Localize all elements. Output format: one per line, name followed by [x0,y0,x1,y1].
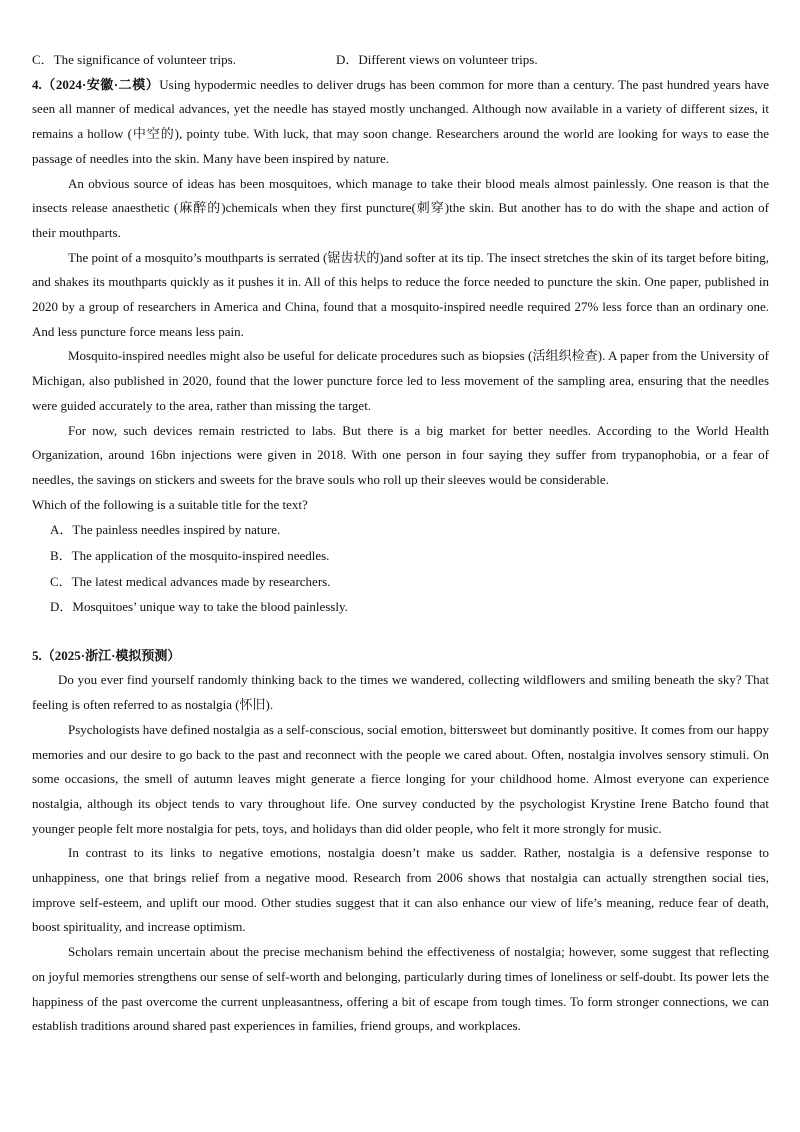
question-5-tag: 5.（2025·浙江·模拟预测） [32,647,181,663]
question-5-paragraph-3: In contrast to its links to negative emotions, nostalgia doesn’t make us sadder. Rather, nostalgia is a defensive response to unhappiness, one that brings relief from a negative mood. Research from 2006 shows that nostalgia can actually strengthen social ties, improve self-esteem, and uplift our mood. Other studies suggest that it can also enhance our view of life’s meaning, reduce fear of death, boost spirituality, and increase optimism. [32,845,769,935]
question-4-option-b: B．The application of the mosquito-inspired needles. [50,547,330,563]
question-4-paragraph-1: 4.（2024·安徽·二模）Using hypodermic needles to deliver drugs has been common for more than a century. The past hundred years have seen all manner of medical advances, yet the needle has stayed mostly unchanged. Although now available in a variety of different sizes, it remains a hollow (中空的), pointy tube. With luck, that may soon change. Researchers around the world are looking for ways to ease the passage of needles into the skin. Many have been inspired by nature. [32,76,770,166]
question-4-paragraph-4: Mosquito-inspired needles might also be useful for delicate procedures such as biopsies (活组织检查). A paper from the University of Michigan, also published in 2020, found that the lower puncture force led to less movement of the sampling area, ensuring that the needles were guided accurately to the area, rather than missing the target. [32,348,769,413]
section-gap [32,620,769,644]
question-4-option-c: C．The latest medical advances made by researchers. [50,573,331,589]
question-5-paragraph-2: Psychologists have defined nostalgia as a self-conscious, social emotion, bittersweet but dominantly positive. It comes from our happy memories and our desire to go back to the past and reconnect with the people we cared about. Often, nostalgia involves sensory stimuli. On some occasions, the smell of autumn leaves might generate a fierce longing for your childhood home. Almost everyone can experience nostalgia, although its object tends to vary throughout life. One survey conducted by the psychologist Krystine Irene Batcho found that younger people felt more nostalgia for pets, toys, and holidays than did older people, who felt it more strongly for music. [32,721,769,836]
question-4-tag: 4.（2024·安徽·二模） [32,76,160,92]
option-c: C．The significance of volunteer trips. [32,52,236,67]
question-4-paragraph-2: An obvious source of ideas has been mosquitoes, which manage to take their blood meals almost painlessly. One reason is that the insects release anaesthetic (麻醉的)chemicals when they first puncture(刺穿)the skin. But another has to do with the shape and action of their mouthparts. [32,175,769,240]
question-4-paragraph-3: The point of a mosquito’s mouthparts is serrated (锯齿状的)and softer at its tip. The insect stretches the skin of its target before biting, and shakes its mouthparts quickly as it pushes it in. All of this helps to reduce the force needed to puncture the skin. One paper, published in 2020 by a group of researchers in America and China, found that a mosquito-inspired needle required 27% less force than an ordinary one. And less puncture force means less pain. [32,249,769,339]
question-5-paragraph-1: Do you ever find yourself randomly thinking back to the times we wandered, collecting wildflowers and smiling beneath the sky? That feeling is often referred to as nostalgia (怀旧). [32,672,769,713]
question-5-paragraph-4: Scholars remain uncertain about the precise mechanism behind the effectiveness of nostalgia; however, some suggest that reflecting on joyful memories strengthens our sense of self-worth and belonging, particularly during times of loneliness or self-doubt. Its power lets the happiness of the past overcome the current unpleasantness, offering a bit of escape from tough times. To form stronger connections, we can establish traditions around shared past experiences in families, friend groups, and workplaces. [32,944,769,1034]
question-4-option-d: D．Mosquitoes’ unique way to take the blood painlessly. [50,599,348,615]
prev-question-options [32,48,769,73]
question-4-stem: Which of the following is a suitable title for the text? [32,496,308,512]
option-d: D．Different views on volunteer trips. [336,52,538,67]
document-page [32,48,769,1039]
question-4-paragraph-5: For now, such devices remain restricted to labs. But there is a big market for better needles. According to the World Health Organization, around 16bn injections were given in 2018. With one person in four saying they suffer from trypanophobia, or a fear of needles, the savings on stickers and sweets for the brave souls who roll up their sleeves would be considerable. [32,422,769,487]
question-4-option-a: A．The painless needles inspired by nature. [50,522,281,538]
